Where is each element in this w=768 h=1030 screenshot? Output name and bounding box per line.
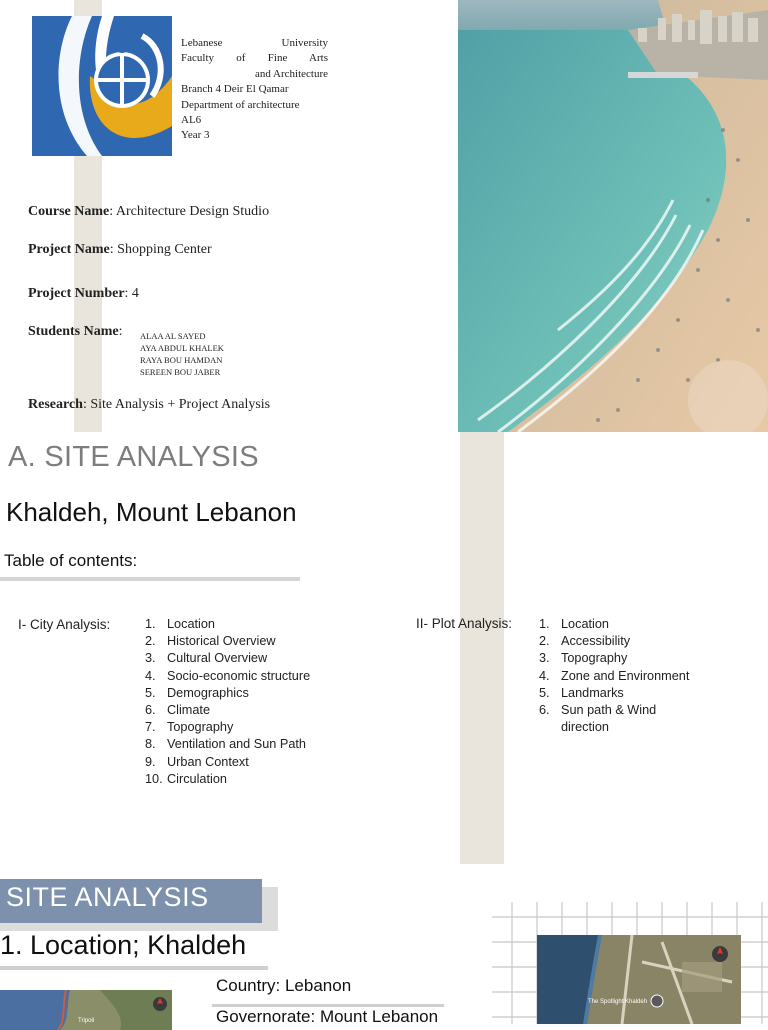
student-name: AYA ABDUL KHALEK	[140, 343, 224, 353]
university-line: Branch 4 Deir El Qamar	[181, 83, 289, 96]
university-info	[181, 36, 328, 144]
students-list	[140, 330, 224, 378]
university-line: and Architecture	[255, 67, 328, 80]
university-line: Faculty of Fine Arts	[181, 52, 328, 65]
toc-item: 5. Landmarks	[539, 685, 624, 700]
governorate-text: Governorate: Mount Lebanon	[216, 1007, 439, 1026]
course-name-label: Course Name	[28, 204, 110, 219]
research-label: Research	[28, 397, 83, 412]
university-line: Department of architecture	[181, 98, 300, 111]
project-name-label: Project Name	[28, 242, 110, 257]
toc-item: 9. Urban Context	[145, 754, 249, 769]
location-khaldeh-title: 1. Location; Khaldeh	[0, 930, 247, 960]
toc-item: 3. Cultural Overview	[145, 651, 268, 666]
toc-underline	[0, 577, 300, 581]
map-pin-icon	[651, 995, 663, 1007]
plot-analysis-label: II- Plot Analysis:	[416, 616, 513, 631]
university-line: AL6	[181, 114, 202, 127]
khaldeh-satellite-map	[492, 902, 768, 1024]
toc-item: 4. Zone and Environment	[539, 668, 690, 683]
toc-item: direction	[561, 720, 609, 735]
beach-aerial-photo	[458, 0, 768, 432]
project-name-value: : Shopping Center	[109, 242, 212, 257]
toc-item: 3. Topography	[539, 651, 628, 666]
toc-item: 8. Ventilation and Sun Path	[145, 737, 306, 752]
project-number-value: : 4	[124, 286, 139, 301]
students-name-colon: :	[118, 324, 123, 339]
map-small-label: Tripoli	[78, 1018, 95, 1024]
toc-item: 7. Topography	[145, 720, 234, 735]
city-analysis-label: I- City Analysis:	[18, 617, 111, 632]
country-text: Country: Lebanon	[216, 976, 352, 995]
toc-item: 4. Socio-economic structure	[145, 668, 311, 683]
toc-item: 6. Climate	[145, 703, 211, 718]
plot-analysis-list	[539, 616, 689, 736]
student-name: ALAA AL SAYED	[140, 331, 206, 341]
toc-item: 1. Location	[145, 617, 215, 631]
toc-item: 2. Accessibility	[539, 634, 631, 649]
lebanon-map-thumbnail	[0, 990, 172, 1030]
research-value: : Site Analysis + Project Analysis	[82, 397, 271, 412]
toc-item: 6. Sun path & Wind	[539, 703, 657, 718]
toc-item: 2. Historical Overview	[145, 634, 276, 649]
project-number-label: Project Number	[28, 286, 125, 301]
students-name-label: Students Name	[28, 324, 119, 339]
section-heading: A. SITE ANALYSIS	[8, 441, 259, 473]
lebanese-university-logo	[32, 16, 172, 156]
project-number-line	[28, 286, 139, 302]
map-label: The Spotlight Khaldeh	[588, 999, 648, 1005]
students-name-line	[28, 324, 123, 340]
toc-item: 1. Location	[539, 617, 609, 631]
toc-item: 10. Circulation	[145, 771, 227, 786]
location-underline	[0, 966, 268, 970]
student-name: SEREEN BOU JABER	[140, 367, 221, 377]
location-title: Khaldeh, Mount Lebanon	[6, 497, 297, 527]
site-analysis-banner-text: SITE ANALYSIS	[6, 882, 209, 912]
research-line	[28, 397, 270, 413]
decorative-band-middle	[460, 432, 504, 864]
toc-title: Table of contents:	[4, 551, 138, 570]
course-name-line	[28, 204, 269, 220]
course-name-value: : Architecture Design Studio	[109, 204, 270, 219]
city-analysis-list	[145, 616, 310, 788]
student-name: RAYA BOU HAMDAN	[140, 355, 223, 365]
university-line: Year 3	[181, 129, 210, 142]
project-name-line	[28, 242, 212, 258]
toc-item: 5. Demographics	[145, 685, 249, 700]
university-line: Lebanese University	[181, 37, 328, 49]
